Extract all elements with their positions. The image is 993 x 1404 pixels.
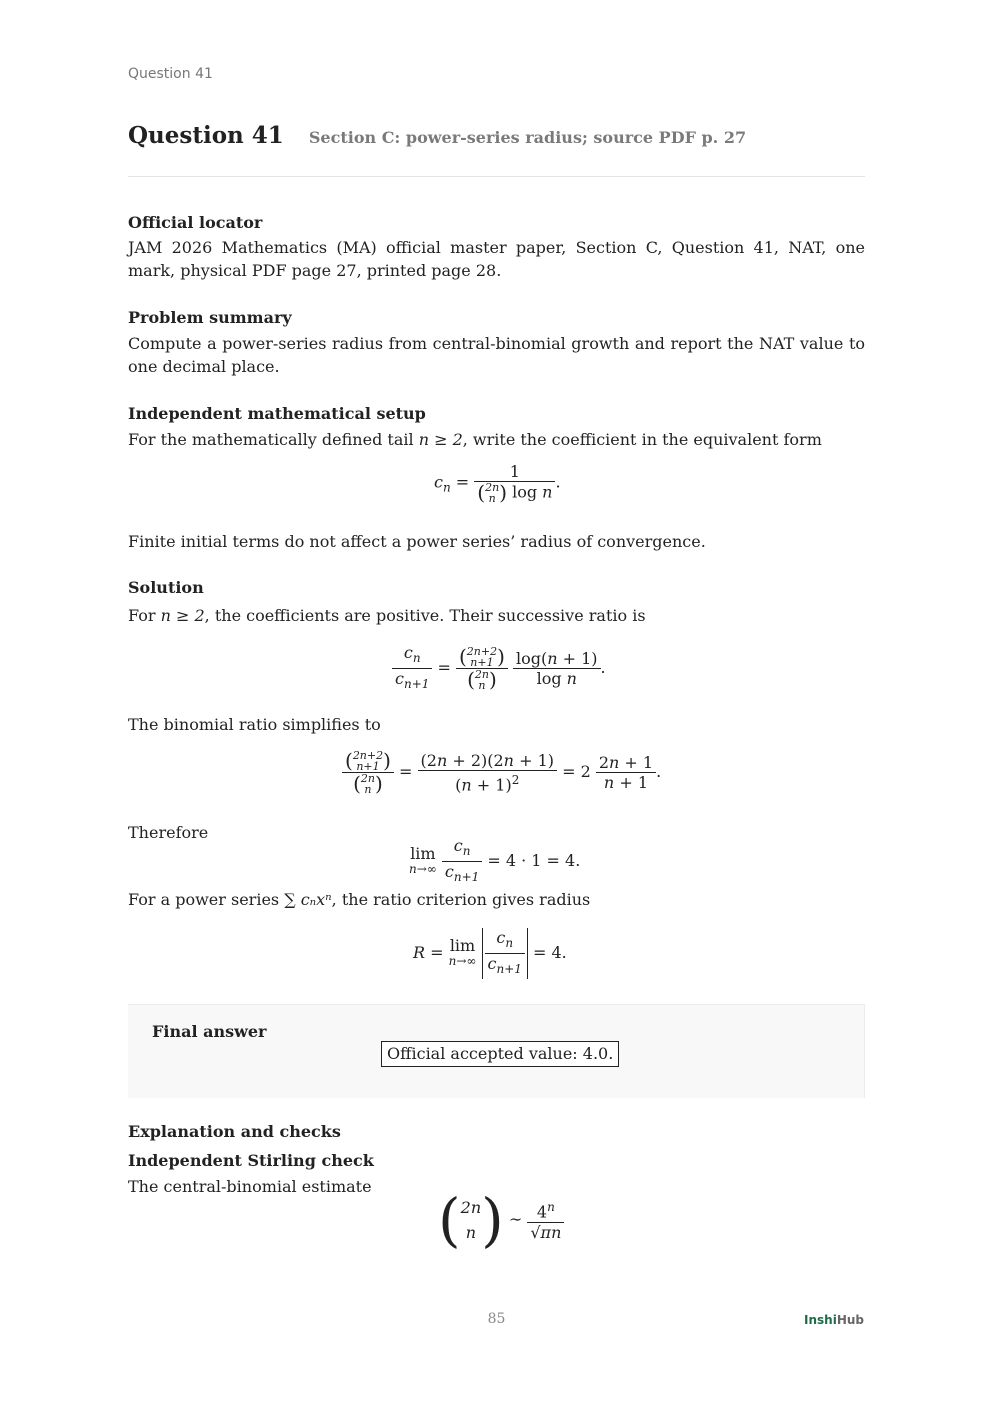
stirling-heading: Independent Stirling check <box>128 1151 374 1170</box>
explanation-heading: Explanation and checks <box>128 1122 341 1141</box>
final-answer-label: Final answer <box>152 1022 267 1041</box>
brand-logo: InshiHub <box>804 1313 864 1327</box>
locator-heading: Official locator <box>128 213 263 232</box>
locator-section <box>128 213 865 282</box>
summary-text: Compute a power-series radius from central-binomial growth and report the NAT value to one decimal place. <box>128 334 865 376</box>
locator-text: JAM 2026 Mathematics (MA) official master paper, Section C, Question 41, NAT, one mark, physical PDF page 27, printed page 28. <box>128 238 865 280</box>
radius-formula: R = lim n→∞ $\frac{c_n}{c_{n+1}}$ = 4. <box>413 928 567 979</box>
page-title: Question 41 <box>128 122 284 149</box>
final-answer-value: Official accepted value: 4.0. <box>381 1041 619 1067</box>
solution-line3: Therefore <box>128 823 209 842</box>
setup-heading: Independent mathematical setup <box>128 404 426 423</box>
solution-heading: Solution <box>128 578 204 597</box>
question-title <box>128 122 865 149</box>
solution-line2: The binomial ratio simplifies to <box>128 715 381 734</box>
setup-after: Finite initial terms do not affect a power series’ radius of convergence. <box>128 532 706 551</box>
page-subtitle: Section C: power-series radius; source PDF p. 27 <box>308 128 747 147</box>
setup-intro: For the mathematically defined tail n ≥ 2, write the coefficient in the equivalent form <box>128 430 822 449</box>
solution-line1: For n ≥ 2, the coefficients are positive. Their successive ratio is <box>128 606 646 625</box>
summary-heading: Problem summary <box>128 308 292 327</box>
page-number: 85 <box>487 1311 506 1327</box>
limit-formula: lim n→∞ $\frac{c_n}{c_{n+1}}$ = 4 · 1 = 4. <box>409 836 581 885</box>
final-answer-box <box>128 1004 865 1098</box>
setup-section <box>128 404 865 451</box>
solution-section <box>128 578 865 627</box>
stirling-text: The central-binomial estimate <box>128 1177 372 1196</box>
running-head: Question 41 <box>128 66 213 82</box>
summary-section <box>128 308 865 378</box>
title-divider <box>128 176 865 177</box>
binomial-ratio-formula: (2n+2 n+1 ) (2n n ) = $\frac{(2n + 2)(2n + 1)}{(n + 1)^2}$ = 2 $\frac{2n + 1}{n + 1}$ . <box>342 750 661 795</box>
solution-line4: For a power series ∑ cₙxⁿ, the ratio criterion gives radius <box>128 890 591 909</box>
coefficient-formula: $c_n$ = 1 (2n n ) log n . <box>434 462 561 505</box>
ratio-formula: $\frac{c_n}{c_{n+1}}$ = (2n+2 n+1 ) (2n n ) $\frac{\log(n + 1)}{\text{log n}}$ . <box>392 643 606 694</box>
stirling-formula: (2n n) ∼ $\frac{4^n}{√\pi n}$ <box>438 1186 564 1254</box>
